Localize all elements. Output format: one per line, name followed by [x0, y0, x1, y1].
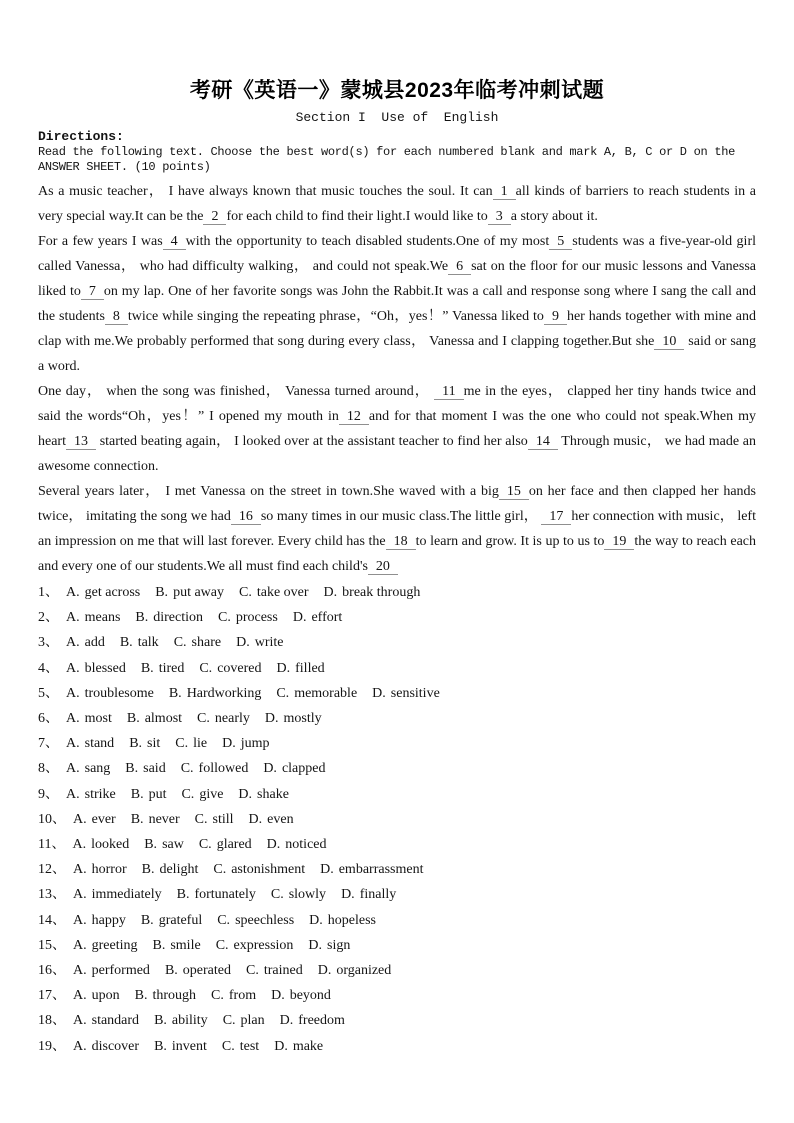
option-text: looked [91, 837, 130, 853]
option-text: finally [359, 887, 397, 903]
option-13D [341, 887, 396, 902]
option-text: noticed [285, 837, 327, 853]
option-6D [265, 711, 322, 726]
option-letter: D. [323, 585, 338, 600]
blank-2: 2 [203, 209, 226, 225]
option-text: get across [84, 585, 141, 600]
option-text: blessed [84, 660, 126, 676]
blank-16: 16 [231, 509, 261, 525]
option-text: glared [216, 837, 252, 853]
question-9 [38, 782, 756, 807]
option-13A [73, 887, 162, 902]
option-text: clapped [281, 761, 326, 777]
option-letter: A. [72, 837, 87, 853]
option-letter: D. [341, 887, 355, 903]
question-number: 18、 [38, 1013, 66, 1029]
option-letter: A. [66, 711, 80, 727]
blank-7: 7 [81, 284, 104, 300]
question-number: 6、 [38, 711, 59, 727]
cloze-passage [38, 179, 756, 579]
option-letter: C. [194, 811, 208, 827]
option-letter: A. [66, 761, 80, 777]
option-letter: B. [130, 786, 144, 802]
option-4D [277, 661, 325, 676]
option-text: troublesome [84, 685, 154, 701]
option-letter: B. [126, 711, 140, 727]
option-16D [318, 963, 392, 978]
question-19 [38, 1034, 756, 1059]
option-letter: A. [66, 660, 80, 676]
option-letter: D. [320, 862, 334, 878]
option-letter: A. [73, 937, 87, 953]
option-letter: C. [218, 610, 231, 626]
option-19A [73, 1039, 139, 1054]
option-text: upon [91, 988, 120, 1004]
option-3B [120, 635, 159, 650]
blank-10: 10 [654, 334, 684, 350]
option-18B [154, 1013, 208, 1028]
option-text: strike [84, 786, 116, 802]
option-10D [249, 812, 294, 827]
option-letter: A. [66, 685, 80, 701]
option-text: sensitive [390, 685, 440, 701]
blank-14: 14 [528, 434, 558, 450]
option-letter: D. [274, 1038, 288, 1054]
option-4B [141, 661, 185, 676]
option-11C [199, 837, 252, 852]
option-letter: B. [119, 635, 133, 651]
option-text: sit [147, 736, 161, 752]
blank-13: 13 [66, 434, 96, 450]
option-text: covered [217, 660, 262, 676]
option-15A [73, 938, 138, 953]
blank-18: 18 [386, 534, 416, 550]
option-text: freedom [298, 1013, 345, 1029]
option-text: talk [137, 635, 159, 651]
option-15C [216, 938, 294, 953]
option-letter: C. [245, 963, 259, 979]
passage-paragraph-1: As a music teacher， I have always known that music touches the soul. It can 1 all kinds of barriers to reach students in a very special way.It can be the 2 for each child to find their light.I would like to 3 a story about it. [38, 184, 756, 224]
option-2D [293, 610, 342, 625]
option-7B [129, 736, 160, 751]
directions-label: Directions: [38, 129, 124, 144]
option-text: almost [144, 711, 183, 727]
option-text: fortunately [194, 887, 256, 903]
option-text: never [148, 811, 180, 827]
option-14C [217, 913, 294, 928]
option-1B [155, 585, 224, 600]
option-letter: A. [73, 912, 87, 928]
question-number: 3、 [38, 635, 59, 651]
option-14B [141, 913, 202, 928]
option-letter: A. [66, 786, 80, 802]
blank-20: 20 [368, 559, 398, 575]
option-text: invent [171, 1038, 207, 1054]
option-letter: C. [222, 1013, 236, 1029]
question-number: 16、 [38, 963, 66, 979]
option-4A [66, 661, 126, 676]
option-19B [154, 1039, 207, 1054]
option-15B [153, 938, 201, 953]
option-3D [236, 635, 283, 650]
option-letter: B. [152, 937, 166, 953]
blank-17: 17 [541, 509, 571, 525]
question-number: 7、 [38, 736, 59, 752]
option-text: even [267, 811, 294, 827]
blank-12: 12 [339, 409, 369, 425]
blank-3: 3 [488, 209, 511, 225]
option-text: immediately [91, 887, 162, 903]
option-text: break through [342, 585, 421, 600]
option-1C [239, 585, 309, 600]
option-text: horror [91, 862, 127, 878]
question-12 [38, 857, 756, 882]
question-18 [38, 1008, 756, 1033]
option-letter: B. [129, 736, 143, 752]
option-19D [274, 1039, 323, 1054]
passage-paragraph-4: Several years later， I met Vanessa on the street in town.She waved with a big 15 on her face and then clapped her hands twice， imitating the song we had 16 so many times in our music class.The little girl， 17 her connection with music， left an impression on me that will last forever. Every child has the 18 to learn and grow. It is up to us to 19 the way to reach each and every one of our students.We all must find each child's 20 [38, 484, 756, 574]
option-letter: C. [211, 988, 224, 1004]
question-7 [38, 731, 756, 756]
question-number: 1、 [38, 585, 59, 600]
option-text: sign [327, 937, 351, 953]
option-12A [73, 862, 127, 877]
option-text: test [239, 1038, 260, 1054]
option-8B [125, 761, 165, 776]
blank-19: 19 [604, 534, 634, 550]
option-text: trained [263, 963, 303, 979]
option-text: make [292, 1038, 324, 1054]
option-text: process [235, 610, 278, 626]
option-1D [324, 585, 421, 600]
option-5C [276, 686, 357, 701]
option-letter: B. [141, 862, 155, 878]
option-letter: D. [248, 811, 263, 827]
option-letter: C. [213, 862, 227, 878]
option-text: means [84, 610, 121, 626]
section-heading: Section I Use of English [295, 110, 499, 125]
question-number: 4、 [38, 660, 59, 676]
question-number: 13、 [38, 887, 66, 903]
option-text: write [254, 635, 284, 651]
option-text: nearly [214, 711, 250, 727]
option-12B [142, 862, 199, 877]
option-letter: C. [175, 736, 189, 752]
option-letter: D. [263, 761, 277, 777]
option-text: stand [84, 736, 115, 752]
question-10 [38, 807, 756, 832]
option-text: ability [171, 1013, 208, 1029]
option-letter: A. [73, 1013, 87, 1029]
option-letter: C. [276, 685, 290, 701]
option-text: saw [162, 837, 184, 853]
option-1A [66, 585, 140, 600]
option-letter: A. [73, 963, 87, 979]
option-18C [223, 1013, 265, 1028]
option-text: effort [311, 610, 343, 626]
question-list [38, 580, 756, 1059]
question-17 [38, 983, 756, 1008]
option-letter: C. [173, 635, 187, 651]
option-text: discover [91, 1038, 140, 1054]
page-title: 考研《英语一》蒙城县2023年临考冲刺试题 [189, 79, 605, 102]
question-15 [38, 933, 756, 958]
blank-6: 6 [448, 259, 471, 275]
option-letter: A. [73, 811, 87, 827]
option-5A [66, 686, 154, 701]
question-number: 5、 [38, 685, 59, 701]
option-text: speechless [235, 912, 295, 928]
option-6B [127, 711, 182, 726]
option-3A [66, 635, 105, 650]
option-letter: B. [140, 912, 154, 928]
option-15D [308, 938, 350, 953]
option-text: put [148, 786, 167, 802]
option-letter: A. [66, 736, 80, 752]
option-16A [73, 963, 150, 978]
question-11 [38, 832, 756, 857]
option-letter: B. [125, 761, 139, 777]
option-text: embarrassment [338, 862, 424, 878]
question-2 [38, 605, 756, 630]
option-letter: B. [130, 811, 144, 827]
option-7A [66, 736, 114, 751]
option-text: Hardworking [186, 685, 262, 701]
option-3C [174, 635, 221, 650]
option-letter: C. [239, 585, 252, 600]
option-letter: D. [308, 937, 323, 953]
option-text: smile [170, 937, 201, 953]
option-letter: B. [154, 1013, 167, 1029]
question-number: 17、 [38, 988, 66, 1004]
option-letter: B. [154, 1038, 167, 1054]
question-5 [38, 681, 756, 706]
blank-8: 8 [105, 309, 128, 325]
option-letter: D. [264, 711, 279, 727]
option-19C [222, 1039, 259, 1054]
option-letter: D. [372, 685, 386, 701]
option-text: shake [257, 786, 289, 802]
option-text: jump [240, 736, 270, 752]
passage-paragraph-3: One day， when the song was finished， Vanessa turned around， 11 me in the eyes， clapped her tiny hands twice and said the words“Oh，yes！” I opened my mouth in 12 and for that moment I was the one who could not speak.When my heart 13 started beating again， I looked over at the assistant teacher to find her also 14 Through music， we had made an awesome connection. [38, 384, 756, 474]
option-letter: D. [276, 660, 291, 676]
option-text: filled [295, 660, 325, 676]
option-text: standard [91, 1013, 140, 1029]
option-letter: A. [73, 988, 87, 1004]
option-17D [271, 988, 331, 1003]
option-letter: A. [66, 610, 80, 626]
option-letter: A. [73, 1038, 87, 1054]
option-text: give [199, 786, 224, 802]
option-text: still [212, 811, 234, 827]
option-5B [169, 686, 262, 701]
option-text: lie [193, 736, 208, 752]
option-10C [195, 812, 234, 827]
option-letter: D. [222, 736, 236, 752]
option-text: hopeless [327, 912, 376, 928]
option-letter: C. [215, 937, 229, 953]
option-text: sang [84, 761, 111, 777]
option-letter: C. [180, 761, 194, 777]
option-letter: D. [266, 837, 281, 853]
option-text: beyond [289, 988, 331, 1004]
option-letter: A. [73, 887, 87, 903]
option-17C [211, 988, 256, 1003]
option-text: add [84, 635, 105, 651]
option-text: slowly [288, 887, 327, 903]
option-2B [135, 610, 203, 625]
option-text: share [191, 635, 222, 651]
option-text: tired [158, 660, 185, 676]
blank-11: 11 [434, 384, 463, 400]
option-11B [144, 837, 184, 852]
blank-15: 15 [499, 484, 529, 500]
option-18A [73, 1013, 139, 1028]
option-letter: C. [221, 1038, 235, 1054]
option-9D [238, 787, 289, 802]
option-text: take over [256, 585, 309, 600]
option-letter: D. [279, 1013, 294, 1029]
option-8C [181, 761, 249, 776]
option-text: followed [198, 761, 249, 777]
option-10B [131, 812, 180, 827]
option-letter: B. [134, 988, 148, 1004]
option-letter: B. [155, 585, 169, 600]
option-8D [263, 761, 325, 776]
option-letter: B. [140, 660, 154, 676]
question-8 [38, 756, 756, 781]
option-text: from [228, 988, 257, 1004]
option-13C [271, 887, 326, 902]
question-3 [38, 630, 756, 655]
option-text: organized [336, 963, 392, 979]
option-text: through [152, 988, 197, 1004]
option-13B [177, 887, 256, 902]
option-text: happy [91, 912, 126, 928]
question-number: 11、 [38, 837, 66, 853]
option-text: grateful [158, 912, 203, 928]
option-letter: D. [292, 610, 307, 626]
blank-5: 5 [549, 234, 572, 250]
option-letter: B. [176, 887, 190, 903]
option-letter: C. [198, 837, 212, 853]
option-6A [66, 711, 112, 726]
option-text: astonishment [231, 862, 306, 878]
question-4 [38, 656, 756, 681]
option-17A [73, 988, 120, 1003]
option-letter: A. [73, 862, 87, 878]
option-text: plan [240, 1013, 265, 1029]
option-7C [175, 736, 207, 751]
blank-4: 4 [163, 234, 186, 250]
option-16C [246, 963, 303, 978]
option-11D [267, 837, 327, 852]
option-12D [320, 862, 423, 877]
question-number: 14、 [38, 912, 66, 928]
option-16B [165, 963, 231, 978]
option-10A [73, 812, 116, 827]
option-letter: D. [238, 786, 253, 802]
option-text: greeting [91, 937, 138, 953]
option-letter: D. [309, 912, 323, 928]
option-letter: A. [66, 635, 80, 651]
option-18D [280, 1013, 345, 1028]
option-letter: A. [66, 585, 80, 600]
question-number: 19、 [38, 1038, 66, 1054]
question-13 [38, 882, 756, 907]
option-9A [66, 787, 116, 802]
option-letter: D. [236, 635, 250, 651]
question-number: 12、 [38, 862, 66, 878]
option-letter: B. [135, 610, 149, 626]
question-number: 15、 [38, 937, 66, 953]
option-text: direction [153, 610, 203, 626]
blank-1: 1 [493, 184, 516, 200]
option-letter: C. [181, 786, 195, 802]
option-text: most [84, 711, 112, 727]
option-14D [309, 913, 376, 928]
option-letter: D. [271, 988, 285, 1004]
option-letter: B. [168, 685, 182, 701]
option-9B [131, 787, 167, 802]
option-7D [222, 736, 269, 751]
option-text: ever [91, 811, 116, 827]
option-2A [66, 610, 120, 625]
option-letter: B. [164, 963, 178, 979]
option-9C [181, 787, 223, 802]
option-14A [73, 913, 126, 928]
option-text: operated [182, 963, 231, 979]
option-text: expression [233, 937, 294, 953]
option-text: put away [173, 585, 224, 600]
option-letter: C. [217, 912, 231, 928]
option-4C [199, 661, 261, 676]
option-17B [135, 988, 196, 1003]
question-16 [38, 958, 756, 983]
question-number: 9、 [38, 786, 59, 802]
question-number: 2、 [38, 610, 59, 626]
directions-text: Read the following text. Choose the best word(s) for each numbered blank and mark A, B, C or D on the ANSWER SHEET. (10 points) [38, 145, 736, 174]
option-letter: B. [144, 837, 158, 853]
option-8A [66, 761, 110, 776]
question-14 [38, 908, 756, 933]
option-5D [372, 686, 440, 701]
question-6 [38, 706, 756, 731]
option-text: said [143, 761, 166, 777]
option-11A [72, 837, 129, 852]
option-12C [213, 862, 305, 877]
option-text: performed [91, 963, 150, 979]
option-letter: C. [199, 660, 213, 676]
option-text: mostly [283, 711, 322, 727]
option-text: delight [159, 862, 199, 878]
option-text: memorable [294, 685, 358, 701]
question-number: 8、 [38, 761, 59, 777]
blank-9: 9 [544, 309, 567, 325]
option-letter: D. [317, 963, 332, 979]
option-2C [218, 610, 278, 625]
passage-paragraph-2: For a few years I was 4 with the opportunity to teach disabled students.One of my most 5 students was a five-year-old girl called Vanessa， who had difficulty walking， and could not speak.We 6 sat on the floor for our music lessons and Vanessa liked to 7 on my lap. One of her favorite songs was John the Rabbit.It was a call and response song where I sang the call and the students 8 twice while singing the repeating phrase，“Oh，yes！” Vanessa liked to 9 her hands together with mine and clap with me.We probably performed that song during every class， Vanessa and I clapping together.But she 10 said or sang a word. [38, 234, 756, 374]
option-letter: C. [270, 887, 284, 903]
question-1 [38, 580, 756, 605]
question-number: 10、 [38, 811, 66, 827]
option-6C [197, 711, 250, 726]
option-letter: C. [197, 711, 210, 727]
